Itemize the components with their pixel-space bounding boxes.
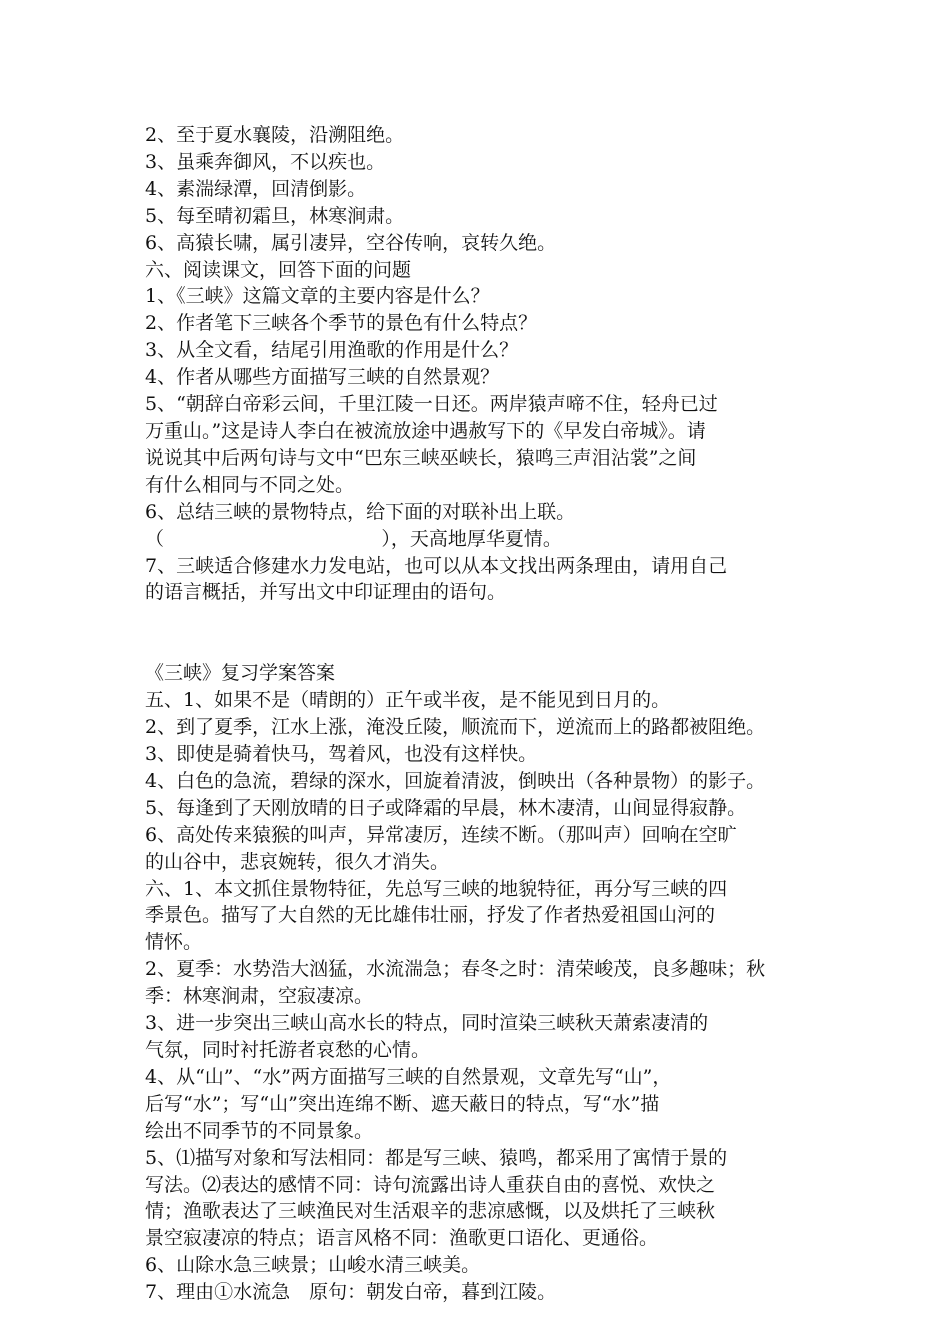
answer-line: 2、夏季：水势浩大汹猛，水流湍急；春冬之时：清荣峻茂，良多趣味；秋 [145,958,766,981]
answer-line: 景空寂凄凉的特点；语言风格不同：渔歌更口语化、更通俗。 [145,1227,659,1250]
question-line: 说说其中后两句诗与文中“巴东三峡巫峡长，猿鸣三声泪沾裳”之间 [145,446,697,469]
answer-line: 6、高处传来猿猴的叫声，异常凄厉，连续不断。（那叫声）回响在空旷 [145,823,737,846]
question-line: 5、“朝辞白帝彩云间，千里江陵一日还。两岸猿声啼不住，轻舟已过 [145,393,718,416]
answer-line: 7、理由①水流急 原句：朝发白帝，暮到江陵。 [145,1281,557,1304]
question-line: 4、作者从哪些方面描写三峡的自然景观？ [145,366,500,389]
answer-line: 3、即使是骑着快马，驾着风，也没有这样快。 [145,743,538,766]
document-page [145,122,810,1306]
answer-line: 4、白色的急流，碧绿的深水，回旋着清波，倒映出（各种景物）的影子。 [145,769,766,792]
answer-line: 4、从“山”、“水”两方面描写三峡的自然景观，文章先写“山”， [145,1065,672,1088]
answer-line: 2、到了夏季，江水上涨，淹没丘陵，顺流而下，逆流而上的路都被阻绝。 [145,716,766,739]
text-line: 4、素湍绿潭，回清倒影。 [145,177,367,200]
question-line: 万重山。”这是诗人李白在被流放途中遇赦写下的《早发白帝城》。请 [145,419,706,442]
text-line: 5、每至晴初霜旦，林寒涧肃。 [145,204,405,227]
answer-line: 5、每逢到了天刚放晴的日子或降霜的早晨，林木凄清，山间显得寂静。 [145,796,747,819]
answer-line: 6、山除水急三峡景；山峻水清三峡美。 [145,1254,481,1277]
answer-line: 季景色。描写了大自然的无比雄伟壮丽，抒发了作者热爱祖国山河的 [145,904,716,927]
answer-line: 六、1、本文抓住景物特征，先总写三峡的地貌特征，再分写三峡的四 [145,877,728,900]
question-line: 2、作者笔下三峡各个季节的景色有什么特点？ [145,312,538,335]
answer-line: 气氛，同时衬托游者哀愁的心情。 [145,1039,431,1061]
answer-title: 《三峡》复习学案答案 [145,662,336,685]
question-line: 有什么相同与不同之处。 [145,473,355,496]
question-line: 6、总结三峡的景物特点，给下面的对联补出上联。 [145,500,576,523]
text-line: 6、高猿长啸，属引凄异，空谷传响，哀转久绝。 [145,231,557,254]
section-spacer [145,606,810,660]
question-line: 7、三峡适合修建水力发电站，也可以从本文找出两条理由，请用自己 [145,554,728,577]
review-questions-section [145,122,810,606]
question-line: 的语言概括，并写出文中印证理由的语句。 [145,581,507,604]
answer-line: 写法。⑵表达的感情不同：诗句流露出诗人重获自由的喜悦、欢快之 [145,1173,716,1196]
question-line: 3、从全文看，结尾引用渔歌的作用是什么？ [145,339,519,362]
text-line: 3、虽乘奔御风，不以疾也。 [145,150,386,173]
answer-line: 后写“水”；写“山”突出连绵不断、遮天蔽日的特点，写“水”描 [145,1092,660,1115]
answer-line: 的山谷中，悲哀婉转，很久才消失。 [145,850,450,873]
couplet-blank-line: （ ），天高地厚华夏情。 [145,527,562,550]
answer-line: 绘出不同季节的不同景象。 [145,1119,374,1142]
section-heading: 六、阅读课文，回答下面的问题 [145,258,412,281]
question-line: 1、《三峡》这篇文章的主要内容是什么？ [145,285,490,308]
answer-key-section [145,660,810,1306]
answer-line: 五、1、如果不是（晴朗的）正午或半夜，是不能见到日月的。 [145,689,671,712]
answer-line: 情；渔歌表达了三峡渔民对生活艰辛的悲凉感慨，以及烘托了三峡秋 [145,1200,716,1223]
answer-line: 5、⑴描写对象和写法相同：都是写三峡、猿鸣，都采用了寓情于景的 [145,1146,728,1169]
text-line: 2、至于夏水襄陵，沿溯阻绝。 [145,124,405,146]
answer-line: 季：林寒涧肃，空寂凄凉。 [145,985,374,1008]
answer-line: 3、进一步突出三峡山高水长的特点，同时渲染三峡秋天萧索凄清的 [145,1012,709,1035]
answer-line: 情怀。 [145,931,203,954]
